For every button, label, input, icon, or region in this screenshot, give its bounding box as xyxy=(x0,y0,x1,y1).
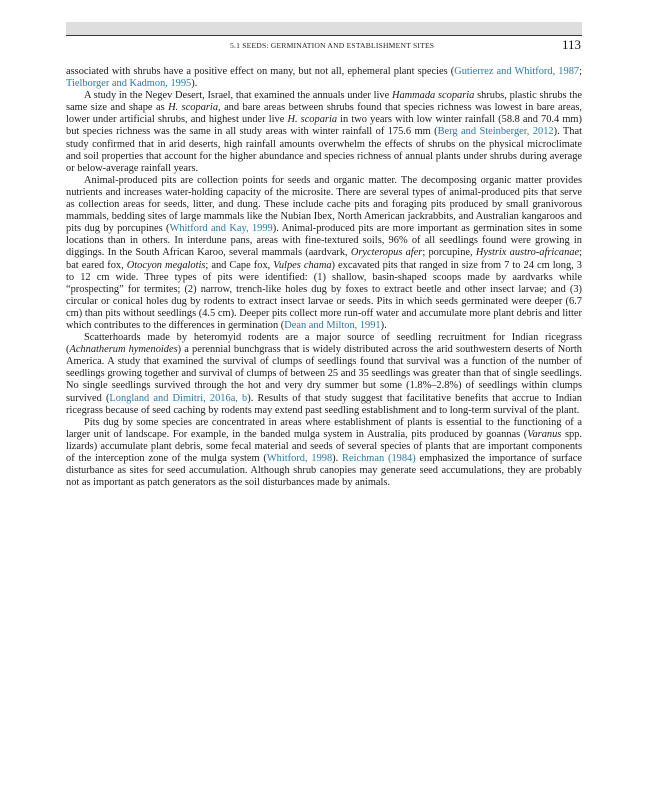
text-run: ; and Cape fox, xyxy=(205,259,274,271)
citation-link[interactable]: Dean and Milton, 1991 xyxy=(284,319,381,331)
text-run: ). That study confirmed that in arid deserts, high rainfall amounts overwhelm the effects of shrubs on the physical microclimate and soil properties that account for the higher abundance and species richness of annual plants under shrubs during average or below-average rainfall years. xyxy=(66,126,582,174)
paragraph xyxy=(66,90,582,175)
citation-link[interactable]: Whitford and Kay, 1999 xyxy=(169,223,273,235)
text-run: , and bare areas between shrubs found that species richness was lowest in bare areas, lower under artificial shrubs, and highest under live xyxy=(66,102,582,126)
paragraph xyxy=(66,66,582,90)
text-run: ; porcupine, xyxy=(422,247,476,259)
text-run: ). xyxy=(332,453,343,464)
paragraph xyxy=(66,175,582,332)
text-run: ). Animal-produced pits are more important as germination sites in some locations than in others. In interdune pans, areas with fine-textured soils, 96% of all seedlings found were growing in diggings. In the South African Karoo, several mammals (aardvark, xyxy=(66,223,582,259)
text-run: shrubs, plastic shrubs the same size and shape as xyxy=(66,90,582,114)
text-run: ; bat eared fox, xyxy=(66,247,582,271)
text-run: emphasized the importance of surface disturbance as sites for seed accumulation. Although shrub canopies may generate seed accumulations, they are probably not as important as patch generators as the soil disturbances made by animals. xyxy=(66,453,582,489)
italic-term: Hystrix austro-africanae xyxy=(475,247,580,259)
citation-link[interactable]: Gutierrez and Whitford, 1987 xyxy=(454,66,580,77)
text-run: Pits dug by some species are concentrated in areas where establishment of plants is essential to the functioning of a larger unit of landscape. For example, in the banded mulga system in Australia, pits produced by goannas ( xyxy=(66,416,582,440)
text-run: ; xyxy=(579,66,582,77)
paragraph xyxy=(66,332,582,417)
body-text xyxy=(66,66,582,489)
text-run: ). xyxy=(191,78,198,90)
text-run: A study in the Negev Desert, Israel, that examined the annuals under live xyxy=(84,90,392,102)
header-rule xyxy=(66,35,582,36)
text-run: Animal-produced pits are collection points for seeds and organic matter. The decomposing organic matter provides nutrients and increases water-holding capacity of the microsite. There are several types of animal-produced pits that serve as collection areas for seeds, litter, and dung. These include cache pits and foraging pits produced by small granivorous mammals, bedding sites of large mammals like the Nubian Ibex, North American jackrabbits, and Australian kangaroos and pits dug by porcupines ( xyxy=(66,174,582,235)
text-run: in two years with low winter rainfall (58.8 and 70.4 mm) but species richness was the same in all study areas with winter rainfall of 175.6 mm ( xyxy=(66,114,582,138)
citation-link[interactable]: Longland and Dimitri, 2016a, b xyxy=(109,392,248,404)
italic-term: Otocyon megalotis xyxy=(126,259,206,271)
italic-term: Achnatherum hymenoides xyxy=(69,344,178,356)
citation-link[interactable]: Whitford, 1998 xyxy=(266,453,333,464)
header-bar xyxy=(66,22,582,35)
text-run: ) a perennial bunchgrass that is widely distributed across the arid southwestern deserts of North America. A study that examined the survival of clumps of seedlings found that survival was a function of the number of seedlings growing together and survival of clumps of between 25 and 35 seedlings was greater than that of single seedlings. No single seedlings survived through the hot and very dry summer but some (1.8%–2.8%) of seedlings within clumps survived ( xyxy=(66,344,582,404)
text-run: spp. lizards) accumulate plant debris, some fecal material and seeds of several species of plants that are important components of the interception zone of the mulga system ( xyxy=(66,428,582,464)
italic-term: Hammada scoparia xyxy=(391,90,475,102)
citation-link[interactable]: Berg and Steinberger, 2012 xyxy=(437,126,554,138)
text-run: associated with shrubs have a positive effect on many, but not all, ephemeral plant species ( xyxy=(66,66,455,77)
text-run: ). Results of that study suggest that facilitative benefits that accrue to Indian ricegrass because of seed caching by rodents may extend past seedling establishment and to long-term survival of the plant. xyxy=(66,392,582,416)
italic-term: Orycteropus afer xyxy=(350,247,423,259)
running-head: 5.1 SEEDS: GERMINATION AND ESTABLISHMENT SITES xyxy=(230,41,435,50)
text-run: ) excavated pits that ranged in size from 7 to 24 cm long, 3 to 12 cm wide. Three types of pits were identified: (1) shallow, basin-shaped scoops made by aardvarks while “prospecting” for termites; (2) narrow, trench-like holes dug by foxes to extract beetle and other insect larvae; and (3) circular or conical holes dug by rodents to extract insect larvae or seeds. Pits in which seeds germinated were deeper (6.7 cm) than pits without seedlings (4.5 cm). Deeper pits collect more run-off water and accumulate more plant debris and litter which contributes to the differences in germination ( xyxy=(66,259,583,331)
italic-term: H. scoparia xyxy=(168,102,219,114)
text-run: Scatterhoards made by heteromyid rodents are a major source of seedling recruitment for Indian ricegrass ( xyxy=(66,332,582,356)
citation-link[interactable]: Tielborger and Kadmon, 1995 xyxy=(66,78,192,90)
text-run: ). xyxy=(380,319,387,331)
italic-term: H. scoparia xyxy=(287,114,338,126)
italic-term: Vulpes chama xyxy=(273,259,332,271)
page-number: 113 xyxy=(561,37,581,52)
paragraph xyxy=(66,417,582,490)
citation-link[interactable]: Reichman (1984) xyxy=(342,453,416,464)
italic-term: Varanus xyxy=(527,428,562,440)
